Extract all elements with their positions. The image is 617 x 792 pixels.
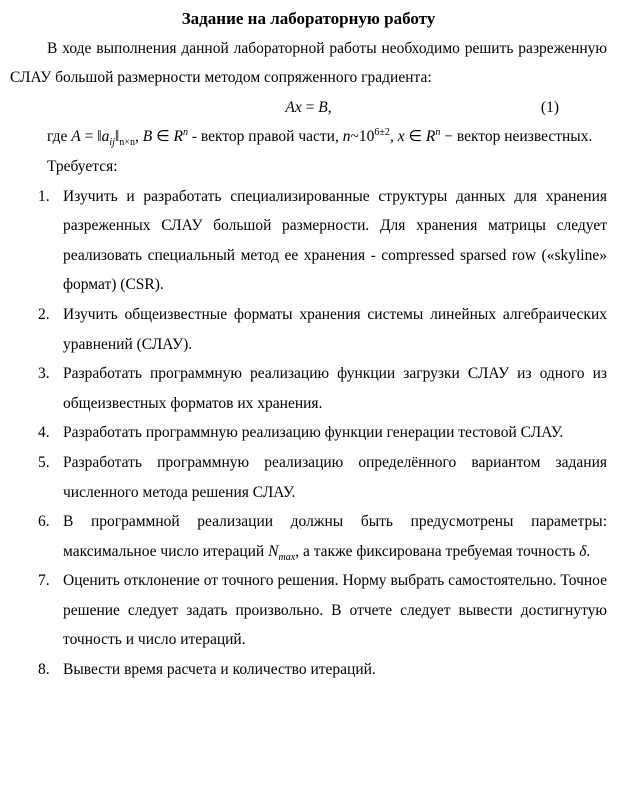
equation-formula: Ax = B,: [285, 98, 332, 116]
equation-row: [10, 93, 607, 123]
task-item-3: [38, 359, 607, 418]
task-text: В программной реализации должны быть предусмотрены параметры: максимальное число итераций $N_{max}$, а также фиксирована требуемая точность δ.: [63, 513, 607, 563]
task-number: 2.: [38, 305, 50, 323]
task-text: Оценить отклонение от точного решения. Норму выбрать самостоятельно. Точное решение следует задать произвольно. В отчете следует вывести достигнутую точность и число итераций.: [63, 572, 607, 649]
task-number: 4.: [38, 424, 50, 442]
task-number: 6.: [38, 513, 50, 531]
where-paragraph: где $A = ‖a_{ij}‖_{n\times n}$, B ∈ $R^n$ - вектор правой части, $n\sim 10^{6\pm 2}$, x ∈ $R^n$ − вектор неизвестных.: [47, 127, 593, 149]
task-text: Изучить общеизвестные форматы хранения системы линейных алгебраических уравнений (СЛАУ).: [63, 305, 607, 353]
task-number: 8.: [38, 661, 50, 679]
intro-paragraph: В ходе выполнения данной лабораторной работы необходимо решить разреженную СЛАУ большой размерности методом сопряженного градиента:: [10, 39, 607, 87]
task-item-2: [38, 300, 607, 359]
task-text: Разработать программную реализацию определённого вариантом задания численного метода решения СЛАУ.: [63, 453, 607, 501]
task-number: 7.: [38, 572, 50, 590]
task-text: Разработать программную реализацию функции загрузки СЛАУ из одного из общеизвестных форматов их хранения.: [63, 365, 607, 412]
task-text: Вывести время расчета и количество итераций.: [63, 661, 376, 679]
task-number: 1.: [38, 187, 50, 205]
task-item-7: [38, 566, 607, 655]
equation-number: (1): [540, 98, 559, 116]
task-text: Изучить и разработать специализированные структуры данных для хранения разреженных СЛАУ большой размерности. Для хранения матрицы следует реализовать специальный метод ее хранения - compressed sparsed row («skyline» формат) (CSR).: [63, 187, 607, 294]
task-item-1: [38, 182, 607, 300]
task-item-4: [38, 418, 607, 448]
task-number: 3.: [38, 365, 50, 383]
task-item-5: [38, 448, 607, 507]
task-item-6: [38, 507, 607, 566]
requires-label: Требуется:: [47, 157, 118, 175]
task-list: [10, 182, 607, 685]
document-title: Задание на лабораторную работу: [181, 9, 436, 28]
task-number: 5.: [38, 453, 50, 471]
task-item-8: [38, 655, 607, 685]
task-text: Разработать программную реализацию функции генерации тестовой СЛАУ.: [63, 424, 564, 442]
